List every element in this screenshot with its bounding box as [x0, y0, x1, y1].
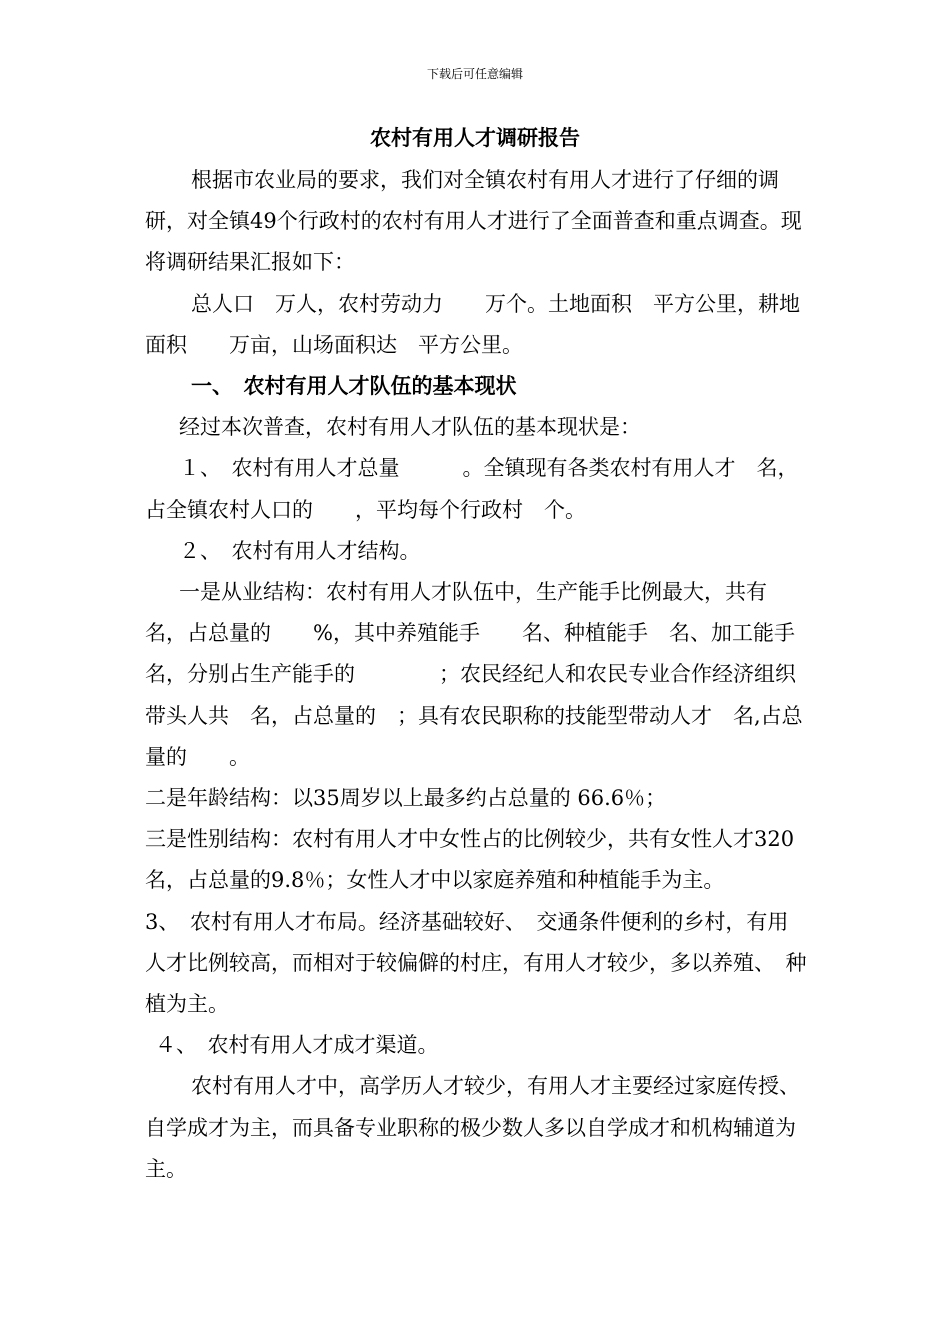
paragraph-occupation-structure: 一是从业结构：农村有用人才队伍中，生产能手比例最大，共有 名，占总量的 %，其中养殖能手 名、种植能手 名、加工能手 名，分别占生产能手的 ；农民经纪人和农民专业合作经济组织带头人共 名，占总量的 ；具有农民职称的技能型带动人才 名,占总量的 。 [145, 580, 816, 769]
document-body [145, 160, 816, 1190]
paragraph-survey-lead: 经过本次普查，农村有用人才队伍的基本现状是： [179, 415, 641, 440]
paragraph-item-1: １、 农村有用人才总量 。全镇现有各类农村有用人才 名，占全镇农村人口的 ，平均每个行政村 个。 [145, 456, 799, 522]
section-heading-1: 一、 农村有用人才队伍的基本现状 [191, 374, 517, 399]
paragraph-intro: 根据市农业局的要求，我们对全镇农村有用人才进行了仔细的调研，对全镇49个行政村的农村有用人才进行了全面普查和重点调查。现将调研结果汇报如下： [145, 168, 802, 275]
paragraph-channels: 农村有用人才中，高学历人才较少，有用人才主要经过家庭传授、 自学成才为主，而具备专业职称的极少数人多以自学成才和机构辅道为主。 [145, 1074, 811, 1181]
paragraph-item-2: ２、 农村有用人才结构。 [179, 538, 421, 563]
paragraph-item-3: 3、 农村有用人才布局。经济基础较好、 交通条件便利的乡村，有用人才比例较高，而相对于较偏僻的村庄，有用人才较少，多以养殖、 种植为主。 [145, 909, 807, 1017]
paragraph-age-structure: 二是年龄结构：以35周岁以上最多约占总量的 66.6％； [145, 786, 667, 811]
paragraph-population: 总人口 万人，农村劳动力 万个。土地面积 平方公里，耕地面积 万亩，山场面积达 平方公里。 [145, 291, 800, 357]
paragraph-gender-structure: 三是性别结构：农村有用人才中女性占的比例较少，共有女性人才320名，占总量的9.8％；女性人才中以家庭养殖和种植能手为主。 [145, 827, 795, 893]
document-title: 农村有用人才调研报告 [370, 126, 580, 150]
header-note: 下载后可任意编辑 [426, 67, 523, 81]
paragraph-item-4: ４、 农村有用人才成才渠道。 [155, 1033, 439, 1058]
